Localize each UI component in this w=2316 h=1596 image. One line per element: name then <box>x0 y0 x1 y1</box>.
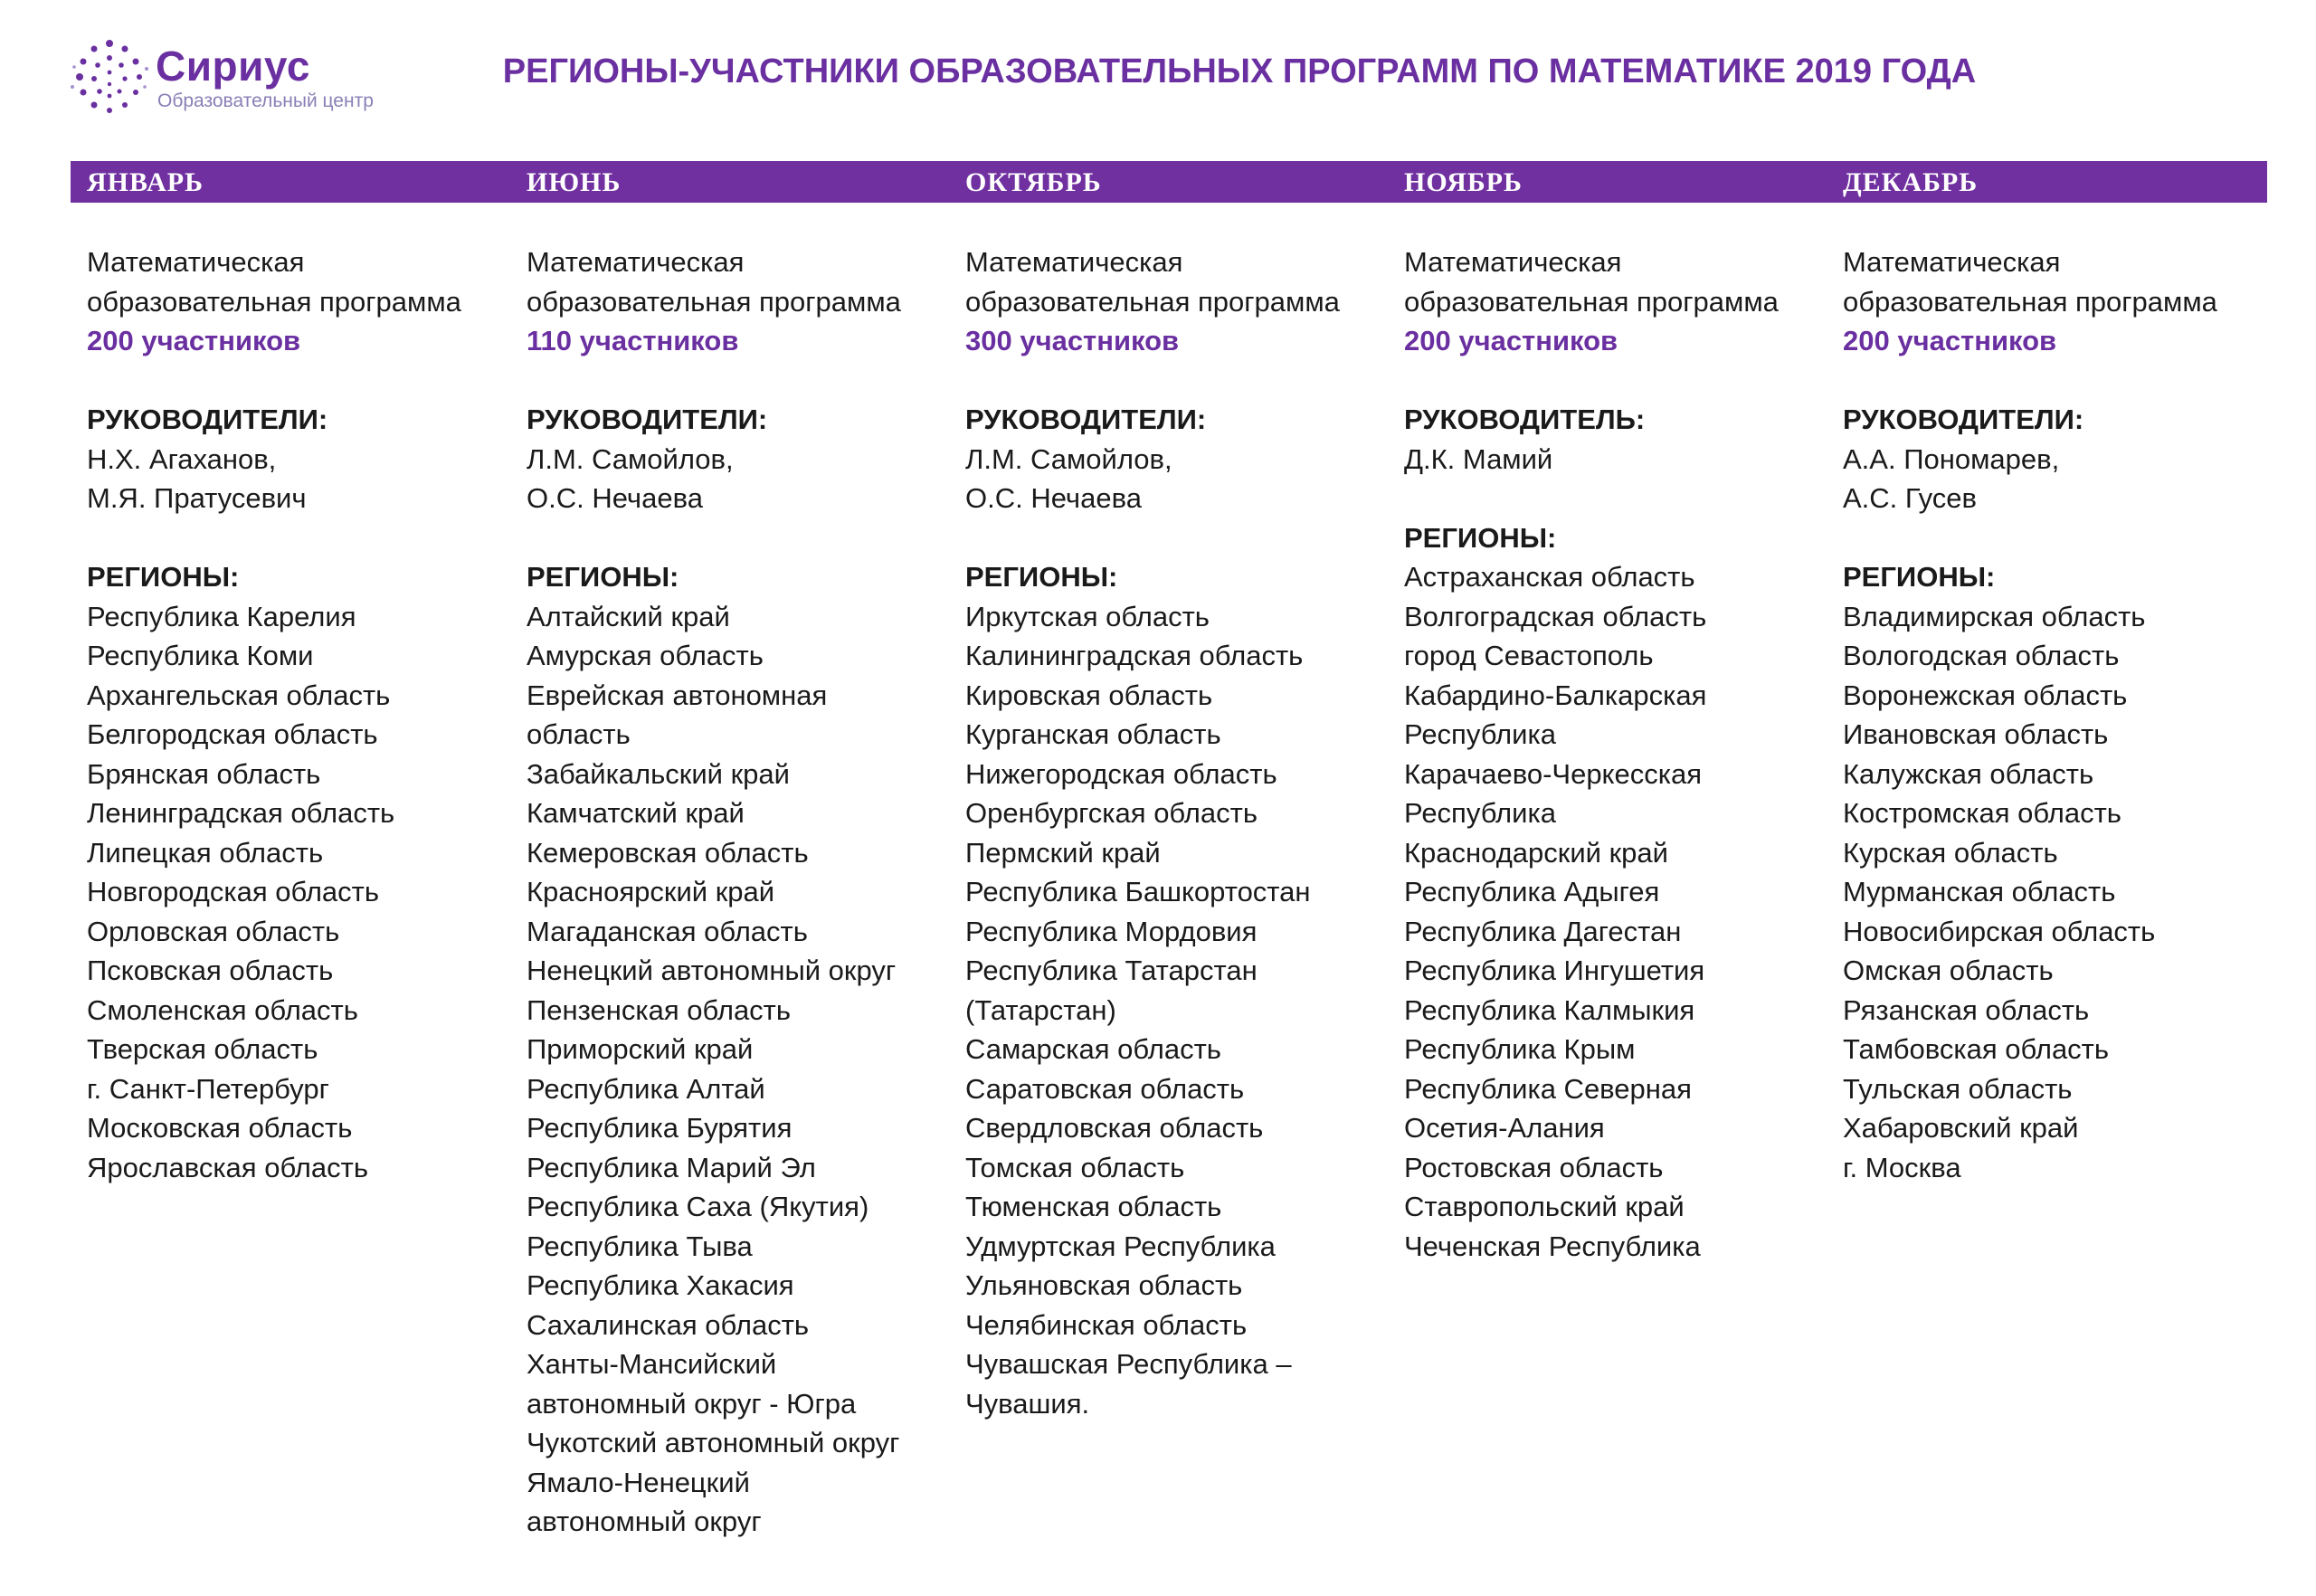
region-item: Тюменская область <box>965 1191 1222 1222</box>
region-item: Республика Бурятия <box>527 1112 793 1144</box>
column-december <box>1843 242 2268 1187</box>
region-item: Забайкальский край <box>527 757 790 790</box>
region-item: Мурманская область <box>1843 876 2116 907</box>
section-spacer <box>1843 518 2268 558</box>
participants-count: 200 участников <box>1404 325 1618 356</box>
region-item: Ивановская область <box>1843 718 2109 750</box>
month-november: НОЯБРЬ <box>1404 167 1523 197</box>
logo-name: Сириус <box>156 43 310 90</box>
regions-label: РЕГИОНЫ: <box>1404 521 1557 554</box>
region-item: Смоленская область <box>87 993 358 1026</box>
region-item: Алтайский край <box>527 600 730 632</box>
region-item: Республика Дагестан <box>1404 915 1682 947</box>
region-item: Республика Калмыкия <box>1404 993 1695 1026</box>
region-item: Липецкая область <box>87 836 324 869</box>
program-name-line: Математическая <box>965 246 1183 278</box>
region-item: Республика Марий Эл <box>527 1151 816 1183</box>
region-item: Псковская область <box>87 955 334 986</box>
region-item: Чувашская Республика – <box>965 1348 1292 1380</box>
region-item: Сахалинская область <box>527 1308 810 1341</box>
leaders-label: РУКОВОДИТЕЛЬ: <box>1404 404 1646 435</box>
region-item: Хабаровский край <box>1843 1112 2079 1144</box>
region-item: Тамбовская область <box>1843 1033 2110 1065</box>
region-item: Саратовская область <box>965 1072 1245 1105</box>
leader-name: О.С. Нечаева <box>527 482 703 514</box>
region-item: Республика Адыгея <box>1404 876 1660 907</box>
region-item: Новосибирская область <box>1843 915 2156 947</box>
region-item: Кировская область <box>965 679 1213 711</box>
region-item: Томская область <box>965 1151 1185 1183</box>
program-name-line: Математическая <box>527 246 745 278</box>
month-june: ИЮНЬ <box>527 167 622 197</box>
region-item: Оренбургская область <box>965 797 1258 829</box>
program-name-line: образовательная программа <box>965 285 1340 318</box>
program-name-line: Математическая <box>1843 246 2061 278</box>
section-spacer <box>527 518 952 558</box>
region-item: Самарская область <box>965 1033 1221 1065</box>
participants-count: 200 участников <box>1843 325 2057 356</box>
section-spacer <box>1404 361 1829 401</box>
region-item: Новгородская область <box>87 876 380 907</box>
region-item: Курганская область <box>965 718 1221 750</box>
region-item: Республика Карелия <box>87 600 356 632</box>
leader-name: О.С. Нечаева <box>965 482 1142 514</box>
leader-name: Л.М. Самойлов, <box>965 442 1172 475</box>
region-item: Республика <box>1404 797 1556 829</box>
region-item: Еврейская автономная <box>527 679 828 711</box>
region-item: область <box>527 718 631 750</box>
region-item: Республика Саха (Якутия) <box>527 1191 869 1222</box>
section-spacer <box>1404 479 1829 518</box>
region-item: Приморский край <box>527 1033 754 1065</box>
region-item: Ханты-Мансийский <box>527 1348 777 1380</box>
region-item: г. Санкт-Петербург <box>87 1072 329 1105</box>
region-item: (Татарстан) <box>965 993 1116 1026</box>
region-item: Курская область <box>1843 836 2058 869</box>
regions-label: РЕГИОНЫ: <box>527 561 679 593</box>
region-item: Республика <box>1404 718 1556 750</box>
section-spacer <box>87 518 512 558</box>
region-item: Ульяновская область <box>965 1269 1243 1301</box>
page-header <box>0 0 2316 154</box>
program-name-line: образовательная программа <box>87 285 461 318</box>
region-item: Республика Хакасия <box>527 1269 794 1301</box>
leaders-label: РУКОВОДИТЕЛИ: <box>87 404 328 435</box>
region-item: Чукотский автономный округ <box>527 1427 900 1458</box>
region-item: Московская область <box>87 1112 353 1144</box>
region-item: Республика Ингушетия <box>1404 955 1705 986</box>
leader-name: А.А. Пономарев, <box>1843 442 2060 475</box>
program-name-line: Математическая <box>87 246 305 278</box>
column-january <box>87 242 512 1187</box>
region-item: Челябинская область <box>965 1308 1248 1341</box>
region-item: Республика Башкортостан <box>965 876 1311 907</box>
section-spacer <box>87 361 512 401</box>
section-spacer <box>965 361 1391 401</box>
column-june <box>527 242 952 1542</box>
region-item: Республика Крым <box>1404 1033 1636 1065</box>
region-item: Ставропольский край <box>1404 1191 1685 1222</box>
region-item: Белгородская область <box>87 718 378 750</box>
program-name-line: Математическая <box>1404 246 1622 278</box>
region-item: Республика Северная <box>1404 1072 1692 1105</box>
region-item: Владимирская область <box>1843 600 2146 632</box>
region-item: Калининградская область <box>965 640 1304 671</box>
region-item: Астраханская область <box>1404 561 1695 593</box>
section-spacer <box>527 361 952 401</box>
month-october: ОКТЯБРЬ <box>965 167 1102 197</box>
region-item: Карачаево-Черкесская <box>1404 757 1702 790</box>
region-item: Красноярский край <box>527 876 775 907</box>
region-item: Воронежская область <box>1843 679 2128 711</box>
section-spacer <box>965 518 1391 558</box>
leader-name: Н.Х. Агаханов, <box>87 442 277 475</box>
month-january: ЯНВАРЬ <box>87 167 204 197</box>
region-item: Чувашия. <box>965 1387 1090 1420</box>
leader-name: А.С. Гусев <box>1843 482 1977 514</box>
region-item: Омская область <box>1843 955 2054 986</box>
section-spacer <box>1843 361 2268 401</box>
region-item: Нижегородская область <box>965 757 1277 790</box>
region-item: Кемеровская область <box>527 836 809 869</box>
page-title: РЕГИОНЫ-УЧАСТНИКИ ОБРАЗОВАТЕЛЬНЫХ ПРОГРАММ ПО МАТЕМАТИКЕ 2019 ГОДА <box>502 52 1977 90</box>
leaders-label: РУКОВОДИТЕЛИ: <box>527 404 768 435</box>
leader-name: Д.К. Мамий <box>1404 442 1553 475</box>
participants-count: 110 участников <box>527 325 739 356</box>
leaders-label: РУКОВОДИТЕЛИ: <box>1843 404 2084 435</box>
region-item: Амурская область <box>527 640 764 671</box>
region-item: г. Москва <box>1843 1151 1961 1183</box>
participants-count: 200 участников <box>87 325 301 356</box>
region-item: Калужская область <box>1843 757 2094 790</box>
region-item: Ямало-Ненецкий <box>527 1466 750 1498</box>
leader-name: М.Я. Пратусевич <box>87 482 307 514</box>
region-item: Пермский край <box>965 836 1161 869</box>
program-name-line: образовательная программа <box>527 285 901 318</box>
region-item: Тверская область <box>87 1033 318 1065</box>
program-name-line: образовательная программа <box>1404 285 1779 318</box>
region-item: Краснодарский край <box>1404 836 1668 869</box>
month-header-bar <box>71 161 2267 203</box>
region-item: Чеченская Республика <box>1404 1230 1701 1262</box>
leaders-label: РУКОВОДИТЕЛИ: <box>965 404 1207 435</box>
region-item: Брянская область <box>87 757 321 790</box>
region-item: Республика Алтай <box>527 1072 765 1105</box>
region-item: Республика Коми <box>87 640 314 671</box>
regions-label: РЕГИОНЫ: <box>965 561 1118 593</box>
region-item: Архангельская область <box>87 679 391 711</box>
region-item: Костромская область <box>1843 797 2121 829</box>
regions-label: РЕГИОНЫ: <box>87 561 240 593</box>
region-item: Волгоградская область <box>1404 600 1707 632</box>
month-december: ДЕКАБРЬ <box>1843 167 1979 197</box>
region-item: автономный округ <box>527 1506 762 1537</box>
program-name-line: образовательная программа <box>1843 285 2217 318</box>
region-item: Орловская область <box>87 915 340 947</box>
region-item: Пензенская область <box>527 993 792 1026</box>
region-item: Свердловская область <box>965 1112 1264 1144</box>
leader-name: Л.М. Самойлов, <box>527 442 734 475</box>
region-item: Республика Тыва <box>527 1230 753 1262</box>
region-item: Осетия-Алания <box>1404 1112 1605 1144</box>
region-item: Вологодская область <box>1843 640 2120 671</box>
region-item: Республика Мордовия <box>965 915 1258 947</box>
region-item: Ненецкий автономный округ <box>527 955 897 986</box>
region-item: Удмуртская Республика <box>965 1230 1276 1262</box>
column-november <box>1404 242 1829 1266</box>
regions-label: РЕГИОНЫ: <box>1843 561 1996 593</box>
region-item: Рязанская область <box>1843 993 2090 1026</box>
column-october <box>965 242 1391 1423</box>
region-item: Республика Татарстан <box>965 955 1258 986</box>
participants-count: 300 участников <box>965 325 1180 356</box>
region-item: Кабардино-Балкарская <box>1404 679 1707 711</box>
region-item: Иркутская область <box>965 600 1210 632</box>
region-item: Магаданская область <box>527 915 808 947</box>
region-item: Ленинградская область <box>87 797 395 829</box>
region-item: город Севастополь <box>1404 640 1654 671</box>
region-item: Тульская область <box>1843 1072 2073 1105</box>
region-item: Ярославская область <box>87 1151 368 1183</box>
region-item: Камчатский край <box>527 797 745 829</box>
region-item: автономный округ - Югра <box>527 1387 857 1420</box>
logo-subtitle: Образовательный центр <box>157 90 374 111</box>
region-item: Ростовская область <box>1404 1151 1664 1183</box>
